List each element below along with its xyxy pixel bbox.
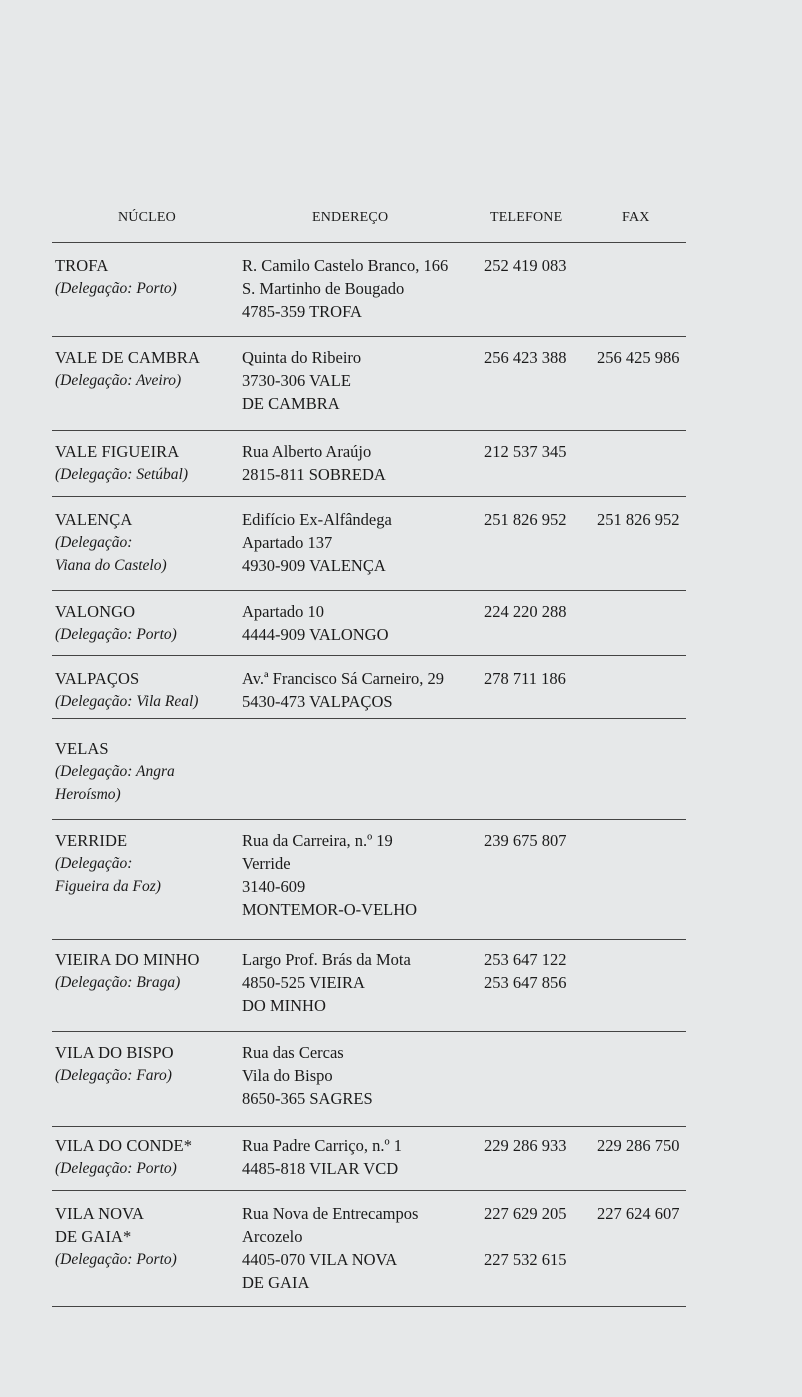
phone-number: 253 647 856 <box>484 973 567 992</box>
phone-number: 224 220 288 <box>484 602 567 621</box>
address-line: 2815-811 SOBREDA <box>242 465 386 484</box>
delegation-label: Viana do Castelo) <box>55 557 167 574</box>
delegation-label: (Delegação: <box>55 855 133 872</box>
address-line: Vila do Bispo <box>242 1066 333 1085</box>
fax-cell <box>597 508 692 531</box>
row-divider <box>52 655 686 656</box>
address-line: Verride <box>242 854 291 873</box>
header-nucleo: NÚCLEO <box>118 210 176 225</box>
address-line: Apartado 10 <box>242 602 325 621</box>
delegation-label: Figueira da Foz) <box>55 878 161 895</box>
delegation-label: Heroísmo) <box>55 786 121 803</box>
address-cell <box>242 948 482 1017</box>
address-line: DE CAMBRA <box>242 394 340 413</box>
nucleo-name: VERRIDE <box>55 831 128 850</box>
address-cell <box>242 1041 482 1110</box>
delegation-label: (Delegação: Porto) <box>55 1251 177 1268</box>
nucleo-cell <box>55 600 235 646</box>
address-line: Rua Nova de Entrecampos <box>242 1204 419 1223</box>
phone-cell <box>484 948 594 994</box>
nucleo-cell <box>55 1134 235 1180</box>
fax-number: 229 286 750 <box>597 1136 680 1155</box>
address-line: 5430-473 VALPAÇOS <box>242 692 393 711</box>
header-endereco: ENDEREÇO <box>312 210 389 225</box>
nucleo-name: VALENÇA <box>55 510 133 529</box>
nucleo-cell <box>55 346 235 392</box>
fax-number: 227 624 607 <box>597 1204 680 1223</box>
nucleo-cell <box>55 1041 235 1087</box>
address-line: Quinta do Ribeiro <box>242 348 362 367</box>
nucleo-name: VALONGO <box>55 602 136 621</box>
row-divider <box>52 1031 686 1032</box>
nucleo-name: VALPAÇOS <box>55 669 140 688</box>
nucleo-name: VILA NOVA <box>55 1204 145 1223</box>
address-line: 3730-306 VALE <box>242 371 351 390</box>
delegation-label: (Delegação: Porto) <box>55 280 177 297</box>
address-line: 4405-070 VILA NOVA <box>242 1250 398 1269</box>
nucleo-name: TROFA <box>55 256 109 275</box>
address-line: R. Camilo Castelo Branco, 166 <box>242 256 449 275</box>
address-line: 4444-909 VALONGO <box>242 625 389 644</box>
phone-cell <box>484 1202 594 1271</box>
row-divider <box>52 819 686 820</box>
header-fax: FAX <box>622 210 650 225</box>
row-divider <box>52 1306 686 1307</box>
phone-number: 251 826 952 <box>484 510 567 529</box>
address-line: DO MINHO <box>242 996 326 1015</box>
row-divider <box>52 590 686 591</box>
address-line: Rua da Carreira, n.º 19 <box>242 831 393 850</box>
nucleo-name: VIEIRA DO MINHO <box>55 950 200 969</box>
delegation-label: (Delegação: Aveiro) <box>55 372 182 389</box>
nucleo-name: VILA DO BISPO <box>55 1043 174 1062</box>
address-line: 4485-818 VILAR VCD <box>242 1159 399 1178</box>
nucleo-cell <box>55 440 235 486</box>
address-line: MONTEMOR-O-VELHO <box>242 900 418 919</box>
fax-number: 256 425 986 <box>597 348 680 367</box>
nucleo-cell <box>55 948 235 994</box>
delegation-label: (Delegação: Faro) <box>55 1067 172 1084</box>
address-cell <box>242 1134 482 1180</box>
phone-number: 253 647 122 <box>484 950 567 969</box>
phone-number: 239 675 807 <box>484 831 567 850</box>
fax-cell <box>597 1202 692 1225</box>
address-line: Arcozelo <box>242 1227 303 1246</box>
row-divider <box>52 1126 686 1127</box>
address-cell <box>242 1202 482 1294</box>
address-cell <box>242 254 482 323</box>
delegation-label: (Delegação: Porto) <box>55 1160 177 1177</box>
phone-number: 256 423 388 <box>484 348 567 367</box>
phone-cell <box>484 346 594 369</box>
address-line: Av.ª Francisco Sá Carneiro, 29 <box>242 669 445 688</box>
row-divider <box>52 939 686 940</box>
nucleo-cell <box>55 737 235 806</box>
address-line: Largo Prof. Brás da Mota <box>242 950 411 969</box>
nucleo-name: VILA DO CONDE* <box>55 1136 193 1155</box>
address-cell <box>242 346 482 415</box>
phone-number: 227 629 205 <box>484 1204 567 1223</box>
address-line: 8650-365 SAGRES <box>242 1089 373 1108</box>
fax-cell <box>597 1134 692 1157</box>
row-divider <box>52 336 686 337</box>
phone-cell <box>484 254 594 277</box>
address-line: DE GAIA <box>242 1273 310 1292</box>
phone-number: 252 419 083 <box>484 256 567 275</box>
address-line: Edifício Ex-Alfândega <box>242 510 392 529</box>
nucleo-name: DE GAIA* <box>55 1227 132 1246</box>
address-line: 4785-359 TROFA <box>242 302 362 321</box>
phone-cell <box>484 1134 594 1157</box>
table-header <box>0 210 802 234</box>
address-line: 4850-525 VIEIRA <box>242 973 365 992</box>
row-divider <box>52 1190 686 1191</box>
delegation-label: (Delegação: Vila Real) <box>55 693 199 710</box>
address-line: 3140-609 <box>242 877 306 896</box>
phone-number <box>484 1225 594 1248</box>
address-line: Rua Alberto Araújo <box>242 442 372 461</box>
address-cell <box>242 600 482 646</box>
address-cell <box>242 829 482 921</box>
row-divider <box>52 430 686 431</box>
address-cell <box>242 508 482 577</box>
phone-number: 212 537 345 <box>484 442 567 461</box>
address-line: 4930-909 VALENÇA <box>242 556 386 575</box>
phone-cell <box>484 600 594 623</box>
delegation-label: (Delegação: Setúbal) <box>55 466 188 483</box>
phone-cell <box>484 667 594 690</box>
phone-cell <box>484 829 594 852</box>
delegation-label: (Delegação: Porto) <box>55 626 177 643</box>
row-divider <box>52 496 686 497</box>
address-cell <box>242 440 482 486</box>
phone-number: 278 711 186 <box>484 669 566 688</box>
nucleo-name: VALE DE CAMBRA <box>55 348 201 367</box>
phone-cell <box>484 440 594 463</box>
delegation-label: (Delegação: <box>55 534 133 551</box>
delegation-label: (Delegação: Braga) <box>55 974 181 991</box>
delegation-label: (Delegação: Angra <box>55 763 175 780</box>
nucleo-cell <box>55 667 235 713</box>
address-line: Rua das Cercas <box>242 1043 344 1062</box>
nucleo-name: VELAS <box>55 739 109 758</box>
header-telefone: TELEFONE <box>490 210 563 225</box>
fax-number: 251 826 952 <box>597 510 680 529</box>
address-line: Rua Padre Carriço, n.º 1 <box>242 1136 402 1155</box>
nucleo-name: VALE FIGUEIRA <box>55 442 180 461</box>
row-divider <box>52 242 686 243</box>
nucleo-cell <box>55 508 235 577</box>
phone-number: 229 286 933 <box>484 1136 567 1155</box>
nucleo-cell <box>55 829 235 898</box>
nucleo-cell <box>55 1202 235 1271</box>
nucleo-cell <box>55 254 235 300</box>
fax-cell <box>597 346 692 369</box>
address-line: Apartado 137 <box>242 533 333 552</box>
phone-cell <box>484 508 594 531</box>
address-cell <box>242 667 482 713</box>
address-line: S. Martinho de Bougado <box>242 279 405 298</box>
row-divider <box>52 718 686 719</box>
phone-number: 227 532 615 <box>484 1250 567 1269</box>
